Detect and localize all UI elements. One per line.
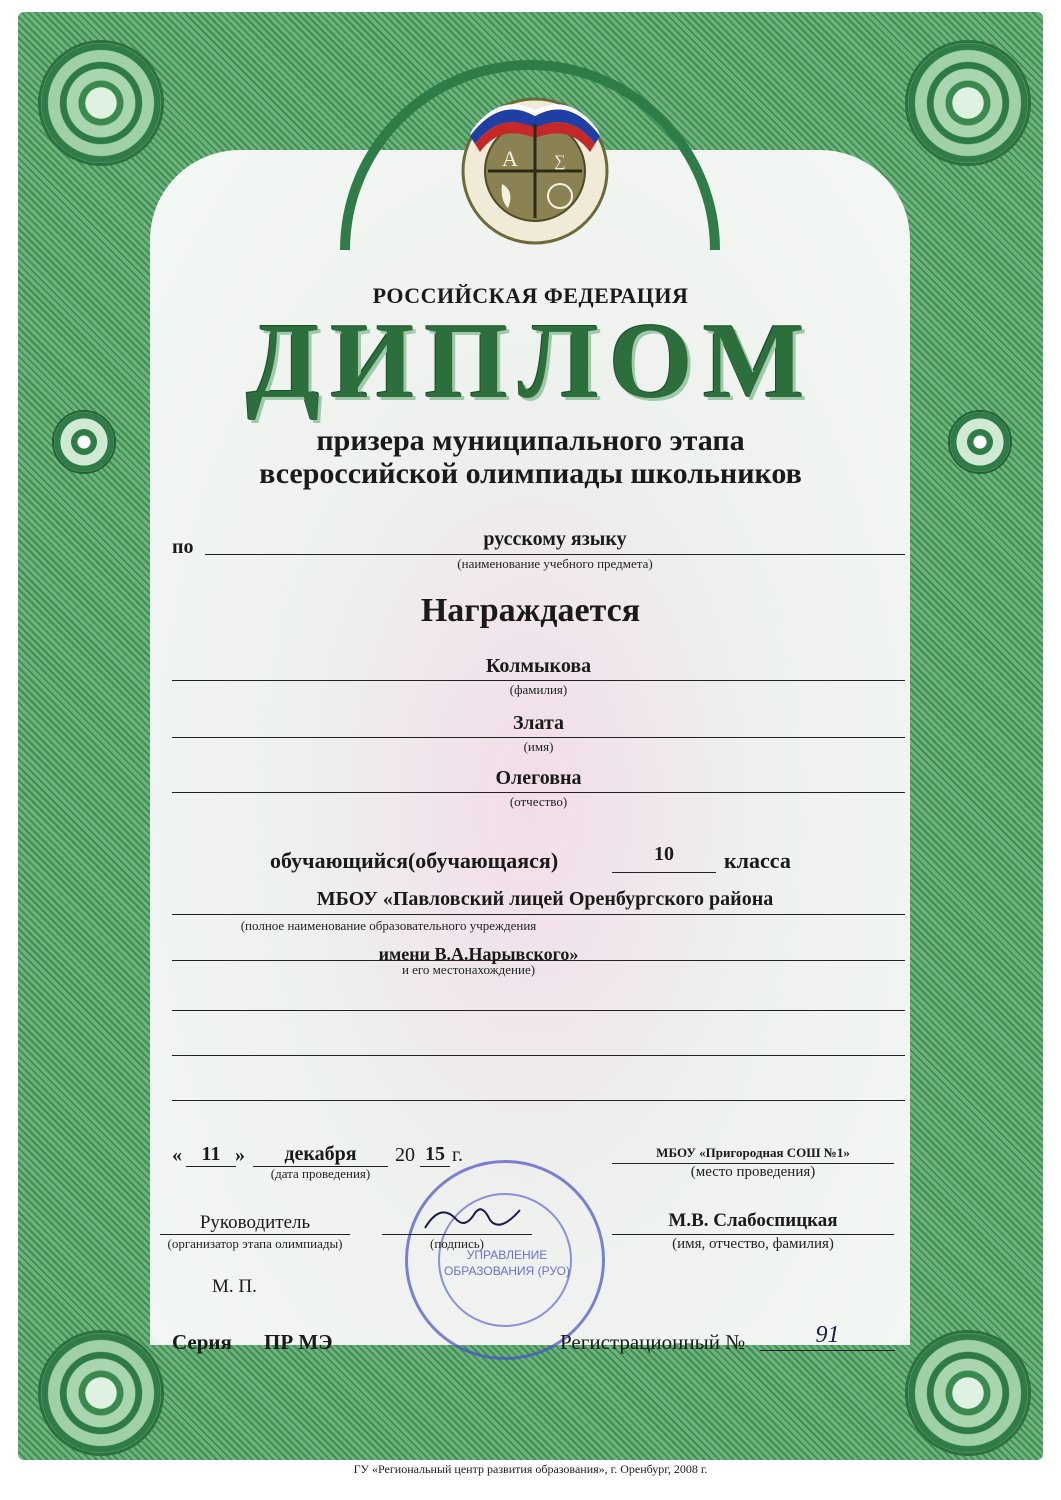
- name-caption: (имя): [523, 739, 554, 754]
- date-close-quote: »: [235, 1144, 245, 1166]
- svg-text:А: А: [502, 146, 518, 171]
- date-year-line: [420, 1166, 450, 1167]
- date-day-line: [186, 1166, 236, 1167]
- school-line1: [172, 914, 905, 915]
- surname-value: Колмыкова: [485, 655, 592, 677]
- corner-rosette-icon: [38, 40, 164, 166]
- corner-rosette-icon: [905, 1330, 1031, 1456]
- diploma-title: ДИПЛОМ: [246, 302, 815, 421]
- signature-icon: [420, 1198, 530, 1238]
- grade-prefix: обучающийся(обучающаяся): [270, 848, 559, 873]
- date-year-prefix: 20: [395, 1144, 415, 1166]
- subtitle-line1: призера муниципального этапа: [316, 424, 745, 457]
- head-title-caption: (организатор этапа олимпиады): [167, 1236, 343, 1251]
- head-name-line: [612, 1234, 894, 1235]
- signature-caption: (подпись): [430, 1236, 484, 1251]
- venue-value: МБОУ «Пригородная СОШ №1»: [656, 1145, 850, 1160]
- grade-value: 10: [654, 843, 674, 865]
- head-name: М.В. Слабоспицкая: [668, 1210, 838, 1231]
- date-caption: (дата проведения): [270, 1166, 371, 1181]
- date-day: 11: [201, 1143, 221, 1165]
- footer-note: ГУ «Региональный центр развития образования», г. Оренбург, 2008 г.: [353, 1462, 708, 1476]
- corner-rosette-icon: [38, 1330, 164, 1456]
- registration-value: 91: [815, 1322, 840, 1348]
- subject-value: русскому языку: [483, 528, 627, 550]
- subject-line: [205, 554, 905, 555]
- registration-line: [760, 1350, 895, 1351]
- blank-line: [172, 1055, 905, 1056]
- awarded-label: Награждается: [420, 592, 641, 629]
- date-month: декабря: [284, 1143, 357, 1165]
- name-line: [172, 737, 905, 738]
- head-title: Руководитель: [199, 1212, 311, 1233]
- grade-suffix: класса: [724, 848, 791, 873]
- subtitle-line2: всероссийской олимпиады школьников: [259, 457, 802, 490]
- head-name-caption: (имя, отчество, фамилия): [672, 1236, 834, 1252]
- corner-rosette-icon: [905, 40, 1031, 166]
- subject-caption: (наименование учебного предмета): [457, 556, 653, 571]
- date-year-unit: г.: [452, 1144, 463, 1166]
- patronymic-caption: (отчество): [509, 794, 568, 809]
- series-value: ПР МЭ: [264, 1330, 333, 1354]
- school-value-line2: имени В.А.Нарывского»: [378, 944, 579, 964]
- school-value-line1: МБОУ «Павловский лицей Оренбургского района: [316, 888, 774, 910]
- school-caption2: и его местонахождение): [401, 962, 536, 977]
- patronymic-line: [172, 792, 905, 793]
- olympiad-emblem-icon: [460, 96, 610, 246]
- registration-label: Регистрационный №: [560, 1330, 746, 1354]
- venue-caption: (место проведения): [690, 1164, 816, 1180]
- seal-place-label: М. П.: [212, 1276, 257, 1297]
- svg-text:∑: ∑: [554, 153, 566, 170]
- patronymic-value: Олеговна: [495, 767, 582, 789]
- stamp-text: УПРАВЛЕНИЕ ОБРАЗОВАНИЯ (РУО): [444, 1248, 570, 1278]
- country-label: РОССИЙСКАЯ ФЕДЕРАЦИЯ: [372, 283, 689, 308]
- blank-line: [172, 1100, 905, 1101]
- subject-prefix: по: [172, 536, 194, 558]
- blank-line: [172, 1010, 905, 1011]
- series-label: Серия: [172, 1330, 232, 1354]
- date-year-suffix: 15: [425, 1143, 445, 1165]
- surname-line: [172, 680, 905, 681]
- date-open-quote: «: [172, 1144, 182, 1166]
- grade-line: [612, 872, 716, 873]
- surname-caption: (фамилия): [509, 682, 568, 697]
- school-caption1: (полное наименование образовательного учреждения: [240, 918, 537, 933]
- name-value: Злата: [512, 712, 565, 734]
- head-title-line: [160, 1234, 350, 1235]
